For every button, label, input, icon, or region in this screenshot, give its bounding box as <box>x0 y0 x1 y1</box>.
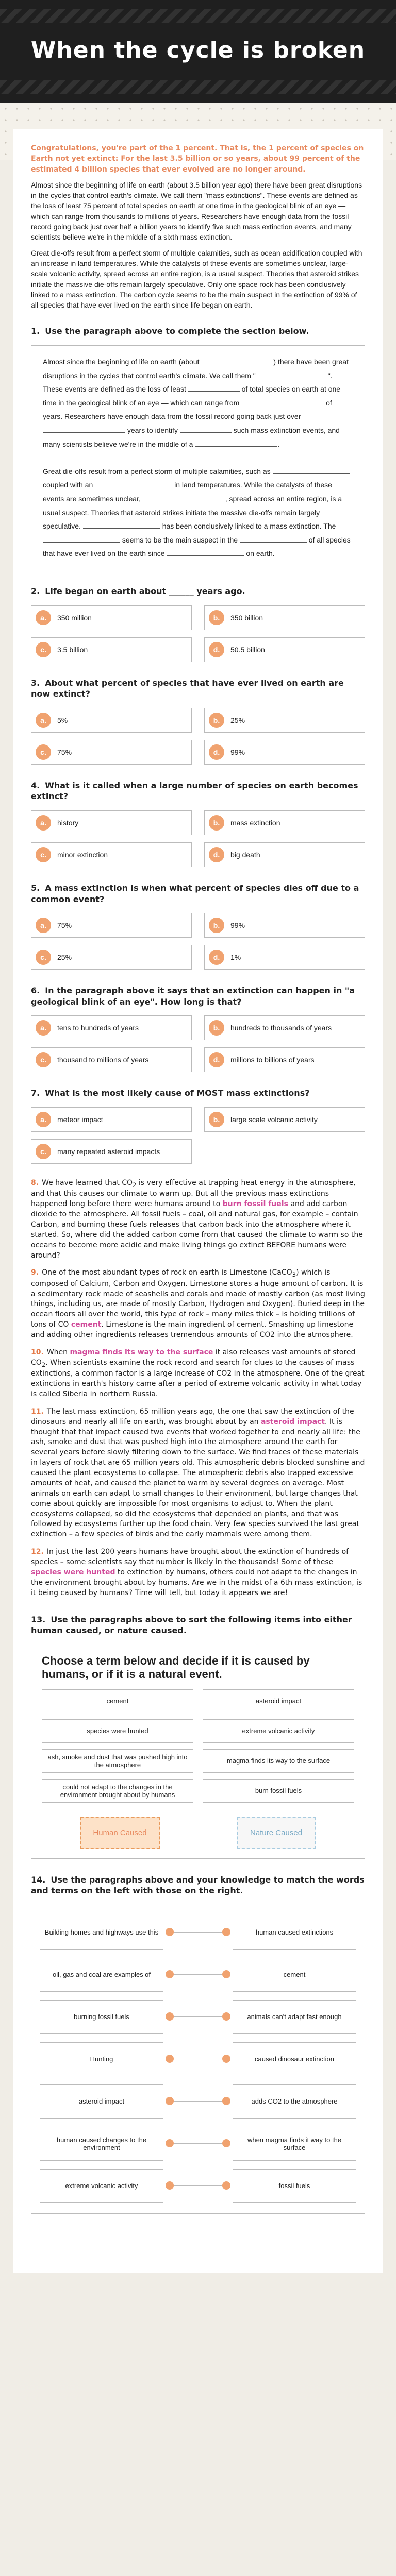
hero-banner <box>0 0 396 103</box>
match-right-item[interactable]: human caused extinctions <box>233 1916 356 1950</box>
sort-item[interactable]: species were hunted <box>42 1719 193 1743</box>
option-a[interactable]: a. 350 million <box>31 605 192 630</box>
question-6-options <box>31 1015 365 1072</box>
match-row <box>40 2042 356 2076</box>
match-right-item[interactable]: animals can't adapt fast enough <box>233 2000 356 2034</box>
question-2-title: 2. Life began on earth about ______ years ago. <box>31 586 245 596</box>
option-b[interactable]: b. hundreds to thousands of years <box>204 1015 365 1040</box>
sort-items <box>42 1689 354 1803</box>
match-row <box>40 1958 356 1992</box>
option-b[interactable]: b. mass extinction <box>204 810 365 835</box>
match-connector <box>163 1916 233 1950</box>
facts-section <box>31 1178 365 1599</box>
option-d[interactable]: d. 50.5 billion <box>204 637 365 662</box>
option-c[interactable]: c. thousand to millions of years <box>31 1047 192 1072</box>
fact-9: 9. One of the most abundant types of rock on earth is Limestone (CaCO$_3$) which is composed of Calcium, Carbon and Oxygen. Limestone stores a huge amount of carbon. It is a sedimentary rock made of seashells and corals and made of mostly carbon (as most living things, including us, are made of mostly Carbon, Hydrogen and Oxygen). Buried deep in the ocean floors all over the world, this type of rock – many miles thick – is holding trillions of tons of CO cement. Limestone is the main ingredient of cement. Smashing up limestone and adding other ingredients releases tremendous amounts of CO2 into the atmosphere. <box>31 1268 365 1340</box>
match-left-item[interactable]: Building homes and highways use this <box>40 1916 163 1950</box>
sorting-activity <box>31 1645 365 1859</box>
cloze-passage: Almost since the beginning of life on earth (about ) there have been great disruptions in the cycles that control earth's climate. We call them " ". These events are defined as the loss of least of total species on earth at one time in the geological blink of an eye — which can range from of years. Researchers have enough data from the fossil record going back just over years to identify such mass extinction events, and many scientists believe we're in the middle of a . Great die-offs result from a perfect storm of multiple calamities, such as coupled with an in land temperatures. While the catalysts of these events are sometimes unclear, , spread across an entire region, is a usual suspect. Theories that asteroid strikes initiate the massive die-offs remain largely speculative. has been conclusively linked to a mass extinction. The seems to be the main suspect in the of all species that have ever lived on the earth since on earth. <box>31 345 365 570</box>
sort-item[interactable]: asteroid impact <box>203 1689 354 1713</box>
match-row <box>40 2000 356 2034</box>
connector-dot[interactable] <box>166 1970 174 1978</box>
blank-input[interactable] <box>256 369 328 378</box>
fact-8: 8. We have learned that $CO_2$ is very effective at trapping heat energy in the atmosphere, and that this causes our climate to warm up. But all the previous mass extinctions happened long before there were humans around to burn fossil fuels and add carbon dioxide to the atmosphere. All fossil fuels – coal, oil and natural gas, for example – contain Carbon, and burning these fuels releases that carbon back into the atmosphere where it started. So, where did the added carbon come from that caused the climate to warm so the oceans to become more acidic and make living things go extinct BEFORE humans were around? <box>31 1178 363 1260</box>
option-b[interactable]: b. 350 billion <box>204 605 365 630</box>
match-right-item[interactable]: fossil fuels <box>233 2169 356 2203</box>
matching-activity <box>31 1905 365 2214</box>
match-row <box>40 2084 356 2119</box>
match-right-item[interactable]: caused dinosaur extinction <box>233 2042 356 2076</box>
match-row <box>40 2169 356 2203</box>
page-title: When the cycle is broken <box>30 37 366 63</box>
worksheet-card <box>13 129 383 2273</box>
connector-dot[interactable] <box>166 2055 174 2063</box>
option-b[interactable]: b. 25% <box>204 708 365 733</box>
option-d[interactable]: d. 99% <box>204 740 365 765</box>
fact-12: 12. In just the last 200 years humans have brought about the extinction of hundreds of species – some scientists say that number is likely in the thousands! Some of these species were hunted to extinction by humans, others could not adapt to the changes in the environment brought about by humans. Are we in the midst of a 6th mass extinction, is it being caused by humans? Time will tell, but today it appears we are! <box>31 1548 362 1597</box>
option-c[interactable]: c. minor extinction <box>31 842 192 867</box>
match-connector <box>163 2000 233 2034</box>
match-left-item[interactable]: asteroid impact <box>40 2084 163 2119</box>
blank-input[interactable] <box>201 355 273 364</box>
option-c[interactable]: c. 3.5 billion <box>31 637 192 662</box>
match-connector <box>163 1958 233 1992</box>
match-left-item[interactable]: human caused changes to the environment <box>40 2127 163 2161</box>
match-left-item[interactable]: Hunting <box>40 2042 163 2076</box>
option-a[interactable]: a. tens to hundreds of years <box>31 1015 192 1040</box>
match-row <box>40 1916 356 1950</box>
intro-paragraph-2: Great die-offs result from a perfect storm of multiple calamities, such as ocean acidification coupled with an increase in land temperatures. While the catalysts of these events are sometimes unclear, large-scale volcanic activity, spread across an entire region, is a usual suspect. Theories that asteroid strikes initiate the massive die-offs remain largely speculative. Only one space rock has been conclusively linked to a mass extinction. The carbon cycle seems to be the main suspect in the extinction of 99% of all species that have ever lived on the earth since life began on earth. <box>31 248 362 310</box>
intro-section <box>31 143 365 310</box>
question-14-title: 14. Use the paragraphs above and your knowledge to match the words and terms on the left with those on the right. <box>31 1874 365 1896</box>
fact-11: 11. The last mass extinction, 65 million years ago, the one that saw the extinction of the dinosaurs and nearly all life on earth, was brought about by an asteroid impact. It is thought that that impact caused two events that worked together to end nearly all life: the ash, smoke and dust that was pushed high into the atmosphere around the earth for several years before slowly filtering down to the surface. We find traces of these materials in layers of rock that are 65 million years old. This atmospheric debris blocked sunshine and caused the plant ecosystems to collapse. The atmospheric debris also trapped excessive amounts of heat, and caused the planet to warm by several degrees on average. Most animals on earth can adapt to small changes to their environment, but large changes that come about quickly are impossible for most organisms to adjust to. When the plant ecosystems collapsed, so did the ecosystems that depended on plants, and that was followed by ecosystems further up the food chain. Very few species survived the last great extinction – a few species of birds and the early mammals were among them. <box>31 1407 365 1539</box>
question-4-options <box>31 810 365 867</box>
human-caused-drop-zone[interactable]: Human Caused <box>80 1817 160 1849</box>
blank-input[interactable] <box>167 547 244 556</box>
blank-input[interactable] <box>180 424 232 433</box>
drop-zones <box>42 1817 354 1849</box>
question-7-title: 7. What is the most likely cause of MOST mass extinctions? <box>31 1088 310 1098</box>
sort-item[interactable]: ash, smoke and dust that was pushed high into the atmosphere <box>42 1749 193 1773</box>
blank-input[interactable] <box>95 479 172 487</box>
connector-dot[interactable] <box>222 1928 230 1936</box>
option-d[interactable]: d. 1% <box>204 945 365 970</box>
option-d[interactable]: d. millions to billions of years <box>204 1047 365 1072</box>
intro-paragraph-1: Almost since the beginning of life on earth (about 3.5 billion year ago) there have been great disruptions in the cycles that control earth's climate. We call them "mass extinctions". These events are defined as the loss of least 75 percent of total species on earth at one time in the geological blink of an eye — which can range from thousands to millions of years. Researchers have enough data from the fossil record going back just over half a billion years to identify five such mass extinction events, and many scientists believe we're in the middle of a sixth mass extinction. <box>31 180 362 242</box>
blank-input[interactable] <box>241 397 324 405</box>
option-c[interactable]: c. 25% <box>31 945 192 970</box>
blank-input[interactable] <box>143 493 225 501</box>
option-b[interactable]: b. 99% <box>204 913 365 938</box>
sort-item[interactable]: magma finds its way to the surface <box>203 1749 354 1773</box>
question-6-title: 6. In the paragraph above it says that an extinction can happen in "a geological blink of an eye". How long is that? <box>31 986 355 1007</box>
match-connector <box>163 2042 233 2076</box>
blank-input[interactable] <box>83 520 160 529</box>
blank-input[interactable] <box>188 383 240 392</box>
question-2-options <box>31 605 365 662</box>
connector-dot[interactable] <box>166 2181 174 2190</box>
option-d[interactable]: d. big death <box>204 842 365 867</box>
match-left-item[interactable]: burning fossil fuels <box>40 2000 163 2034</box>
match-right-item[interactable]: cement <box>233 1958 356 1992</box>
question-3-options <box>31 708 365 765</box>
match-right-item[interactable]: adds CO2 to the atmosphere <box>233 2084 356 2119</box>
option-b[interactable]: b. large scale volcanic activity <box>204 1107 365 1132</box>
match-row <box>40 2127 356 2161</box>
connector-dot[interactable] <box>222 2139 230 2147</box>
question-7-options <box>31 1107 365 1164</box>
bottom-spacer <box>31 2214 365 2255</box>
connector-dot[interactable] <box>222 2012 230 2021</box>
option-a[interactable]: a. 75% <box>31 913 192 938</box>
blank-input[interactable] <box>240 534 307 543</box>
intro-lead: Congratulations, you're part of the 1 percent. That is, the 1 percent of species on Earth not yet extinct: For the last 3.5 billion or so years, about 99 percent of the estimated 4 billion species that ever evolved are no longer around. <box>31 144 364 174</box>
option-c[interactable]: c. many repeated asteroid impacts <box>31 1139 192 1164</box>
match-connector <box>163 2127 233 2161</box>
option-a[interactable]: a. 5% <box>31 708 192 733</box>
connector-dot[interactable] <box>222 1970 230 1978</box>
match-left-item[interactable]: oil, gas and coal are examples of <box>40 1958 163 1992</box>
sort-item[interactable]: extreme volcanic activity <box>203 1719 354 1743</box>
banner-pattern-bottom <box>0 80 396 94</box>
connector-dot[interactable] <box>222 2055 230 2063</box>
question-1-title: 1. Use the paragraph above to complete the section below. <box>31 326 309 336</box>
sort-item[interactable]: cement <box>42 1689 193 1713</box>
connector-dot[interactable] <box>166 2139 174 2147</box>
connector-dot[interactable] <box>222 2181 230 2190</box>
question-5-title: 5. A mass extinction is when what percent of species dies off due to a common event? <box>31 883 359 904</box>
match-left-item[interactable]: extreme volcanic activity <box>40 2169 163 2203</box>
blank-input[interactable] <box>43 424 125 433</box>
sort-item[interactable]: could not adapt to the changes in the environment brought about by humans <box>42 1779 193 1803</box>
blank-input[interactable] <box>195 438 277 447</box>
banner-pattern-top <box>0 9 396 23</box>
blank-input[interactable] <box>273 465 350 474</box>
question-5-options <box>31 913 365 970</box>
option-c[interactable]: c. 75% <box>31 740 192 765</box>
connector-dot[interactable] <box>166 1928 174 1936</box>
sort-item[interactable]: burn fossil fuels <box>203 1779 354 1803</box>
connector-dot[interactable] <box>166 2012 174 2021</box>
fact-10: 10. When magma finds its way to the surface it also releases vast amounts of stored $CO_2$. When scientists examine the rock record and search for clues to the causes of mass extinctions, a common factor is a large increase of CO2 in the atmosphere. One of the great extinctions in earth's history came after a period of extreme volcanic activity in what today is called Siberia in northern Russia. <box>31 1348 365 1398</box>
blank-input[interactable] <box>43 534 120 543</box>
match-right-item[interactable]: when magma finds it way to the surface <box>233 2127 356 2161</box>
nature-caused-drop-zone[interactable]: Nature Caused <box>237 1817 316 1849</box>
match-connector <box>163 2084 233 2119</box>
question-4-title: 4. What is it called when a large number of species on earth becomes extinct? <box>31 780 358 802</box>
question-13-title: 13. Use the paragraphs above to sort the following items into either human caused, or nature caused. <box>31 1614 352 1636</box>
sort-heading: Choose a term below and decide if it is caused by humans, or if it is a natural event. <box>42 1654 310 1681</box>
connector-dot[interactable] <box>222 2097 230 2105</box>
connector-dot[interactable] <box>166 2097 174 2105</box>
question-3-title: 3. About what percent of species that have ever lived on earth are now extinct? <box>31 677 344 699</box>
option-a[interactable]: a. history <box>31 810 192 835</box>
match-connector <box>163 2169 233 2203</box>
option-a[interactable]: a. meteor impact <box>31 1107 192 1132</box>
